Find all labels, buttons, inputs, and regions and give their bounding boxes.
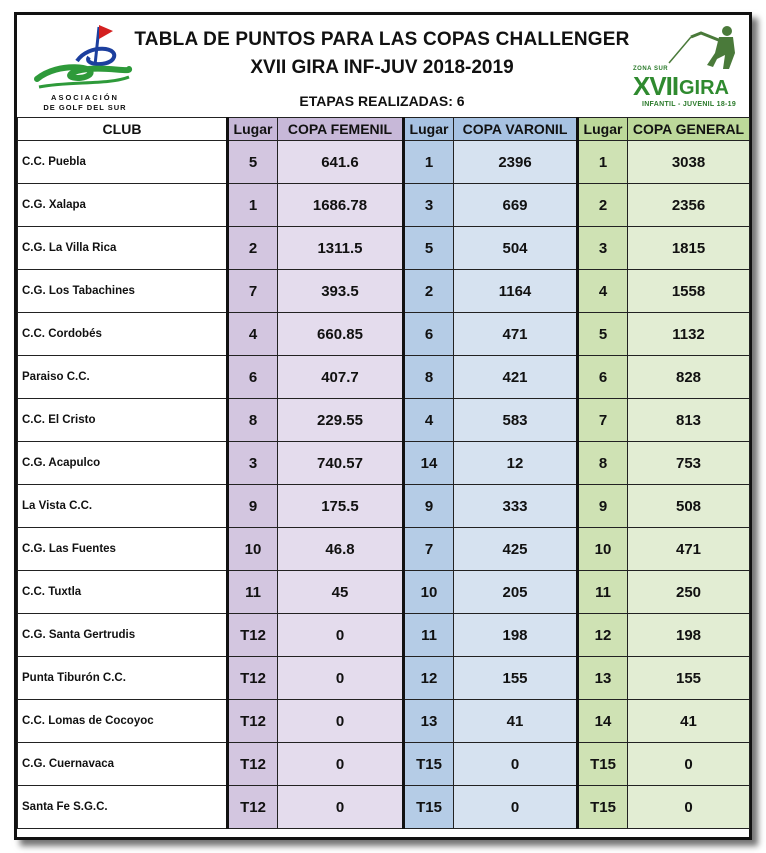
col-copa-varonil: COPA VARONIL — [454, 118, 578, 141]
varonil-lugar: 7 — [404, 528, 454, 571]
table-row — [18, 657, 750, 700]
general-points: 41 — [628, 700, 750, 743]
varonil-points: 2396 — [454, 141, 578, 184]
org-line-1: ASOCIACIÓN — [51, 93, 119, 102]
header-row — [18, 118, 750, 141]
col-gen-lugar: Lugar — [578, 118, 628, 141]
general-lugar: T15 — [578, 743, 628, 786]
infantil-juvenil-label: INFANTIL - JUVENIL 18-19 — [641, 101, 737, 108]
femenil-lugar: 7 — [228, 270, 278, 313]
table-row — [18, 571, 750, 614]
femenil-lugar: T12 — [228, 700, 278, 743]
varonil-lugar: 1 — [404, 141, 454, 184]
club-name: C.G. Xalapa — [18, 184, 228, 227]
femenil-points: 660.85 — [278, 313, 404, 356]
club-name: C.G. Cuernavaca — [18, 743, 228, 786]
femenil-lugar: 2 — [228, 227, 278, 270]
varonil-points: 0 — [454, 786, 578, 829]
femenil-lugar: T12 — [228, 657, 278, 700]
varonil-lugar: 5 — [404, 227, 454, 270]
femenil-lugar: 6 — [228, 356, 278, 399]
varonil-lugar: 14 — [404, 442, 454, 485]
golfer-silhouette-icon — [629, 23, 747, 71]
general-points: 1132 — [628, 313, 750, 356]
femenil-points: 0 — [278, 700, 404, 743]
varonil-points: 421 — [454, 356, 578, 399]
club-name: C.G. La Villa Rica — [18, 227, 228, 270]
club-name: Santa Fe S.G.C. — [18, 786, 228, 829]
points-sheet — [14, 12, 752, 840]
general-points: 198 — [628, 614, 750, 657]
general-lugar: 2 — [578, 184, 628, 227]
general-points: 0 — [628, 786, 750, 829]
general-lugar: 13 — [578, 657, 628, 700]
femenil-lugar: 10 — [228, 528, 278, 571]
club-name: C.C. Tuxtla — [18, 571, 228, 614]
club-name: Punta Tiburón C.C. — [18, 657, 228, 700]
femenil-points: 45 — [278, 571, 404, 614]
varonil-lugar: 13 — [404, 700, 454, 743]
club-name: C.G. Santa Gertrudis — [18, 614, 228, 657]
femenil-points: 1311.5 — [278, 227, 404, 270]
table-row — [18, 399, 750, 442]
general-points: 0 — [628, 743, 750, 786]
varonil-points: 471 — [454, 313, 578, 356]
general-lugar: 1 — [578, 141, 628, 184]
varonil-lugar: 3 — [404, 184, 454, 227]
general-lugar: 7 — [578, 399, 628, 442]
varonil-points: 41 — [454, 700, 578, 743]
varonil-lugar: 9 — [404, 485, 454, 528]
table-row — [18, 227, 750, 270]
femenil-points: 407.7 — [278, 356, 404, 399]
general-lugar: T15 — [578, 786, 628, 829]
xvii-text: XVII — [633, 71, 679, 101]
org-line-2: DE GOLF DEL SUR — [43, 103, 127, 112]
femenil-lugar: 1 — [228, 184, 278, 227]
page-title: TABLA DE PUNTOS PARA LAS COPAS CHALLENGER — [134, 29, 630, 50]
general-lugar: 11 — [578, 571, 628, 614]
femenil-points: 0 — [278, 614, 404, 657]
page-subtitle: XVII GIRA INF-JUV 2018-2019 — [250, 57, 514, 78]
etapas-label: ETAPAS REALIZADAS: 6 — [299, 93, 465, 109]
asociacion-logo — [29, 21, 139, 111]
zona-sur-label: ZONA SUR — [633, 66, 669, 72]
varonil-points: 583 — [454, 399, 578, 442]
general-lugar: 3 — [578, 227, 628, 270]
table-row — [18, 614, 750, 657]
table-row — [18, 356, 750, 399]
femenil-lugar: 9 — [228, 485, 278, 528]
general-points: 828 — [628, 356, 750, 399]
femenil-points: 641.6 — [278, 141, 404, 184]
col-copa-femenil: COPA FEMENIL — [278, 118, 404, 141]
header — [17, 15, 749, 117]
femenil-points: 393.5 — [278, 270, 404, 313]
varonil-points: 12 — [454, 442, 578, 485]
table-row — [18, 528, 750, 571]
femenil-lugar: 11 — [228, 571, 278, 614]
general-points: 1815 — [628, 227, 750, 270]
table-row — [18, 786, 750, 829]
table-row — [18, 141, 750, 184]
general-points: 3038 — [628, 141, 750, 184]
varonil-lugar: 12 — [404, 657, 454, 700]
club-name: C.C. Lomas de Cocoyoc — [18, 700, 228, 743]
table-row — [18, 442, 750, 485]
varonil-points: 198 — [454, 614, 578, 657]
general-lugar: 9 — [578, 485, 628, 528]
femenil-lugar: 3 — [228, 442, 278, 485]
general-points: 1558 — [628, 270, 750, 313]
general-points: 155 — [628, 657, 750, 700]
general-lugar: 6 — [578, 356, 628, 399]
varonil-lugar: 8 — [404, 356, 454, 399]
club-name: Paraiso C.C. — [18, 356, 228, 399]
golf-flag-swoosh-icon — [29, 21, 139, 91]
general-points: 471 — [628, 528, 750, 571]
general-lugar: 12 — [578, 614, 628, 657]
varonil-points: 669 — [454, 184, 578, 227]
varonil-lugar: 11 — [404, 614, 454, 657]
club-name: C.G. Las Fuentes — [18, 528, 228, 571]
femenil-points: 229.55 — [278, 399, 404, 442]
femenil-points: 1686.78 — [278, 184, 404, 227]
femenil-points: 0 — [278, 657, 404, 700]
femenil-points: 740.57 — [278, 442, 404, 485]
col-club: CLUB — [18, 118, 228, 141]
general-points: 508 — [628, 485, 750, 528]
col-fem-lugar: Lugar — [228, 118, 278, 141]
varonil-lugar: T15 — [404, 743, 454, 786]
varonil-lugar: 2 — [404, 270, 454, 313]
varonil-points: 425 — [454, 528, 578, 571]
col-copa-general: COPA GENERAL — [628, 118, 750, 141]
femenil-lugar: T12 — [228, 614, 278, 657]
table-row — [18, 184, 750, 227]
femenil-points: 0 — [278, 786, 404, 829]
xvii-gira-wordmark — [631, 73, 743, 99]
femenil-points: 175.5 — [278, 485, 404, 528]
femenil-lugar: T12 — [228, 786, 278, 829]
varonil-lugar: 6 — [404, 313, 454, 356]
gira-text: GIRA — [679, 77, 729, 99]
varonil-points: 504 — [454, 227, 578, 270]
varonil-points: 333 — [454, 485, 578, 528]
varonil-points: 1164 — [454, 270, 578, 313]
varonil-lugar: 4 — [404, 399, 454, 442]
general-lugar: 14 — [578, 700, 628, 743]
table-row — [18, 313, 750, 356]
general-lugar: 4 — [578, 270, 628, 313]
table-row — [18, 700, 750, 743]
femenil-lugar: 5 — [228, 141, 278, 184]
club-name: C.G. Acapulco — [18, 442, 228, 485]
club-name: C.C. Cordobés — [18, 313, 228, 356]
femenil-lugar: 8 — [228, 399, 278, 442]
col-var-lugar: Lugar — [404, 118, 454, 141]
club-name: C.C. Puebla — [18, 141, 228, 184]
varonil-points: 205 — [454, 571, 578, 614]
general-points: 250 — [628, 571, 750, 614]
general-lugar: 10 — [578, 528, 628, 571]
table-row — [18, 270, 750, 313]
general-points: 2356 — [628, 184, 750, 227]
varonil-lugar: T15 — [404, 786, 454, 829]
table-row — [18, 485, 750, 528]
general-points: 753 — [628, 442, 750, 485]
points-table — [17, 117, 750, 829]
femenil-lugar: 4 — [228, 313, 278, 356]
varonil-points: 155 — [454, 657, 578, 700]
varonil-points: 0 — [454, 743, 578, 786]
femenil-points: 46.8 — [278, 528, 404, 571]
varonil-lugar: 10 — [404, 571, 454, 614]
club-name: La Vista C.C. — [18, 485, 228, 528]
femenil-points: 0 — [278, 743, 404, 786]
general-points: 813 — [628, 399, 750, 442]
club-name: C.C. El Cristo — [18, 399, 228, 442]
club-name: C.G. Los Tabachines — [18, 270, 228, 313]
femenil-lugar: T12 — [228, 743, 278, 786]
general-lugar: 5 — [578, 313, 628, 356]
table-row — [18, 743, 750, 786]
general-lugar: 8 — [578, 442, 628, 485]
xvii-gira-logo — [629, 23, 747, 113]
